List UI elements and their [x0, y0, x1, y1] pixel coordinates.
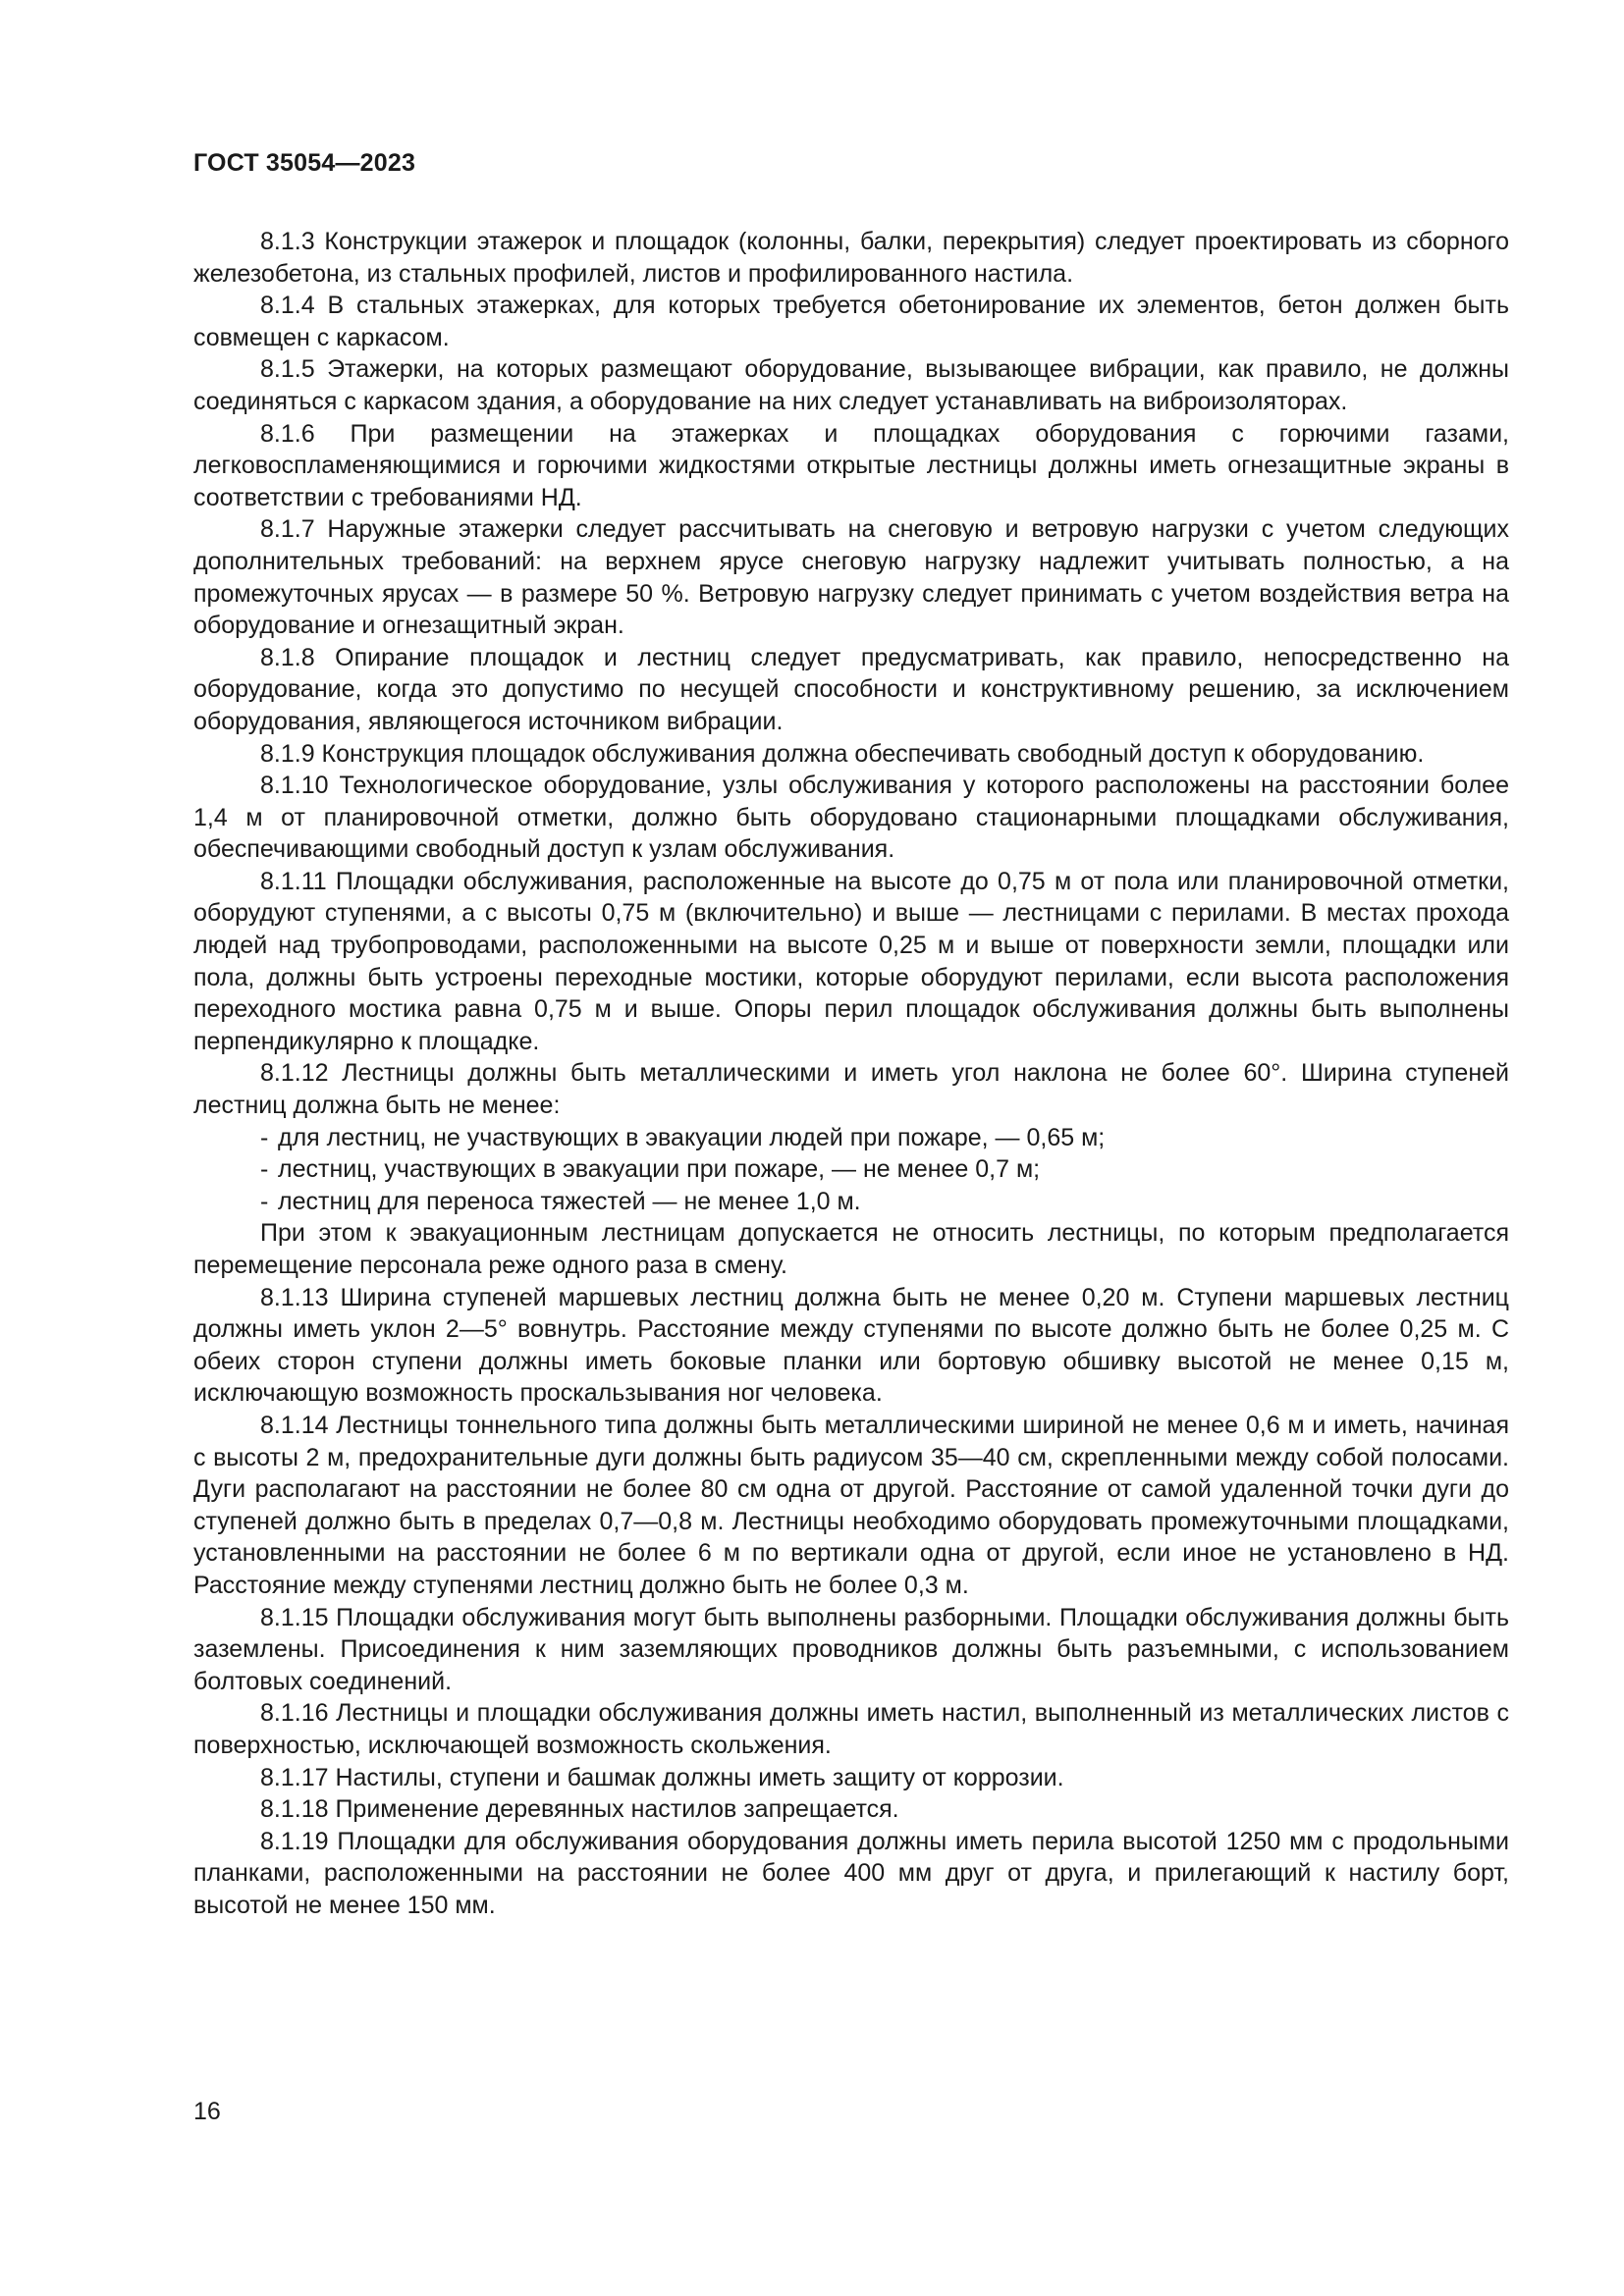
- paragraph-8-1-12: 8.1.12 Лестницы должны быть металлическими и иметь угол наклона не более 60°. Ширина ступеней лестниц должна быть не менее:: [193, 1059, 1509, 1120]
- list-item: [193, 1122, 1509, 1154]
- paragraph-8-1-7: 8.1.7 Наружные этажерки следует рассчитывать на снеговую и ветровую нагрузки с учетом следующих дополнительных требований: на верхнем ярусе снеговую нагрузку надлежит учитывать полностью, а на промежуточных ярусах — в размере 50 %. Ветровую нагрузку следует принимать с учетом воздействия ветра на оборудование и огнезащитный экран.: [193, 515, 1509, 640]
- list-item: [193, 1153, 1509, 1186]
- list-dash: -: [260, 1123, 269, 1151]
- paragraph-8-1-5: 8.1.5 Этажерки, на которых размещают оборудование, вызывающее вибрации, как правило, не должны соединяться с каркасом здания, а оборудование на них следует устанавливать на виброизоляторах.: [193, 355, 1509, 415]
- stair-width-list: [193, 1122, 1509, 1218]
- list-dash: -: [260, 1187, 269, 1215]
- document-body: [193, 226, 1509, 1921]
- list-item-text: лестниц, участвующих в эвакуации при пожаре, — не менее 0,7 м;: [278, 1155, 1041, 1184]
- paragraph-8-1-8: 8.1.8 Опирание площадок и лестниц следует предусматривать, как правило, непосредственно на оборудование, когда это допустимо по несущей способности и конструктивному решению, за исключением оборудования, являющегося источником вибрации.: [193, 643, 1509, 735]
- paragraph-8-1-17: 8.1.17 Настилы, ступени и башмак должны иметь защиту от коррозии.: [260, 1763, 1064, 1791]
- paragraph-8-1-6: 8.1.6 При размещении на этажерках и площадках оборудования с горючими газами, легковоспламеняющимися и горючими жидкостями открытые лестницы должны иметь огнезащитные экраны в соответствии с требованиями НД.: [193, 419, 1509, 511]
- paragraph-8-1-13: 8.1.13 Ширина ступеней маршевых лестниц должна быть не менее 0,20 м. Ступени маршевых лестниц должны иметь уклон 2—5° вовнутрь. Расстояние между ступенями по высоте должно быть не более 0,25 м. С обеих сторон ступени должны иметь боковые планки или бортовую обшивку высотой не менее 0,15 м, исключающую возможность проскальзывания ног человека.: [193, 1283, 1509, 1408]
- paragraph-evacuation-note: При этом к эвакуационным лестницам допускается не относить лестницы, по которым предполагается перемещение персонала реже одного раза в смену.: [193, 1219, 1509, 1279]
- paragraph-8-1-18: 8.1.18 Применение деревянных настилов запрещается.: [260, 1795, 899, 1824]
- paragraph-8-1-19: 8.1.19 Площадки для обслуживания оборудования должны иметь перила высотой 1250 мм с продольными планками, расположенными на расстоянии не более 400 мм друг от друга, и прилегающий к настилу борт, высотой не менее 150 мм.: [193, 1827, 1509, 1919]
- list-item-text: для лестниц, не участвующих в эвакуации людей при пожаре, — 0,65 м;: [278, 1123, 1106, 1151]
- list-dash: -: [260, 1155, 269, 1184]
- paragraph-8-1-9: 8.1.9 Конструкция площадок обслуживания должна обеспечивать свободный доступ к оборудованию.: [260, 739, 1425, 768]
- paragraph-8-1-4: 8.1.4 В стальных этажерках, для которых требуется обетонирование их элементов, бетон должен быть совмещен с каркасом.: [193, 292, 1509, 351]
- list-item: [193, 1186, 1509, 1218]
- paragraph-8-1-3: 8.1.3 Конструкции этажерок и площадок (колонны, балки, перекрытия) следует проектировать из сборного железобетона, из стальных профилей, листов и профилированного настила.: [193, 228, 1509, 288]
- paragraph-8-1-14: 8.1.14 Лестницы тоннельного типа должны быть металлическими шириной не менее 0,6 м и иметь, начиная с высоты 2 м, предохранительные дуги должны быть радиусом 35—40 см, скрепленными между собой полосами. Дуги располагают на расстоянии не более 80 см одна от другой. Расстояние от самой удаленной точки дуги до ступеней должно быть в пределах 0,7—0,8 м. Лестницы необходимо оборудовать промежуточными площадками, установленными на расстоянии не более 6 м по вертикали одна от другой, если иное не установлено в НД. Расстояние между ступенями лестниц должно быть не более 0,3 м.: [193, 1411, 1509, 1599]
- page-number: 16: [193, 2098, 221, 2125]
- paragraph-8-1-16: 8.1.16 Лестницы и площадки обслуживания должны иметь настил, выполненный из металлических листов с поверхностью, исключающей возможность скольжения.: [193, 1699, 1509, 1759]
- list-item-text: лестниц для переноса тяжестей — не менее 1,0 м.: [278, 1187, 861, 1215]
- document-header: ГОСТ 35054—2023: [193, 149, 416, 177]
- paragraph-8-1-11: 8.1.11 Площадки обслуживания, расположенные на высоте до 0,75 м от пола или планировочной отметки, оборудуют ступенями, а с высоты 0,75 м (включительно) и выше — лестницами с перилами. В местах прохода людей над трубопроводами, расположенными на высоте 0,25 м и выше от поверхности земли, площадки или пола, должны быть устроены переходные мостики, которые оборудуют перилами, если высота расположения переходного мостика равна 0,75 м и выше. Опоры перил площадок обслуживания должны быть выполнены перпендикулярно к площадке.: [193, 867, 1509, 1055]
- paragraph-8-1-10: 8.1.10 Технологическое оборудование, узлы обслуживания у которого расположены на расстоянии более 1,4 м от планировочной отметки, должно быть оборудовано стационарными площадками обслуживания, обеспечивающими свободный доступ к узлам обслуживания.: [193, 772, 1509, 864]
- paragraph-8-1-15: 8.1.15 Площадки обслуживания могут быть выполнены разборными. Площадки обслуживания должны быть заземлены. Присоединения к ним заземляющих проводников должны быть разъемными, с использованием болтовых соединений.: [193, 1603, 1509, 1695]
